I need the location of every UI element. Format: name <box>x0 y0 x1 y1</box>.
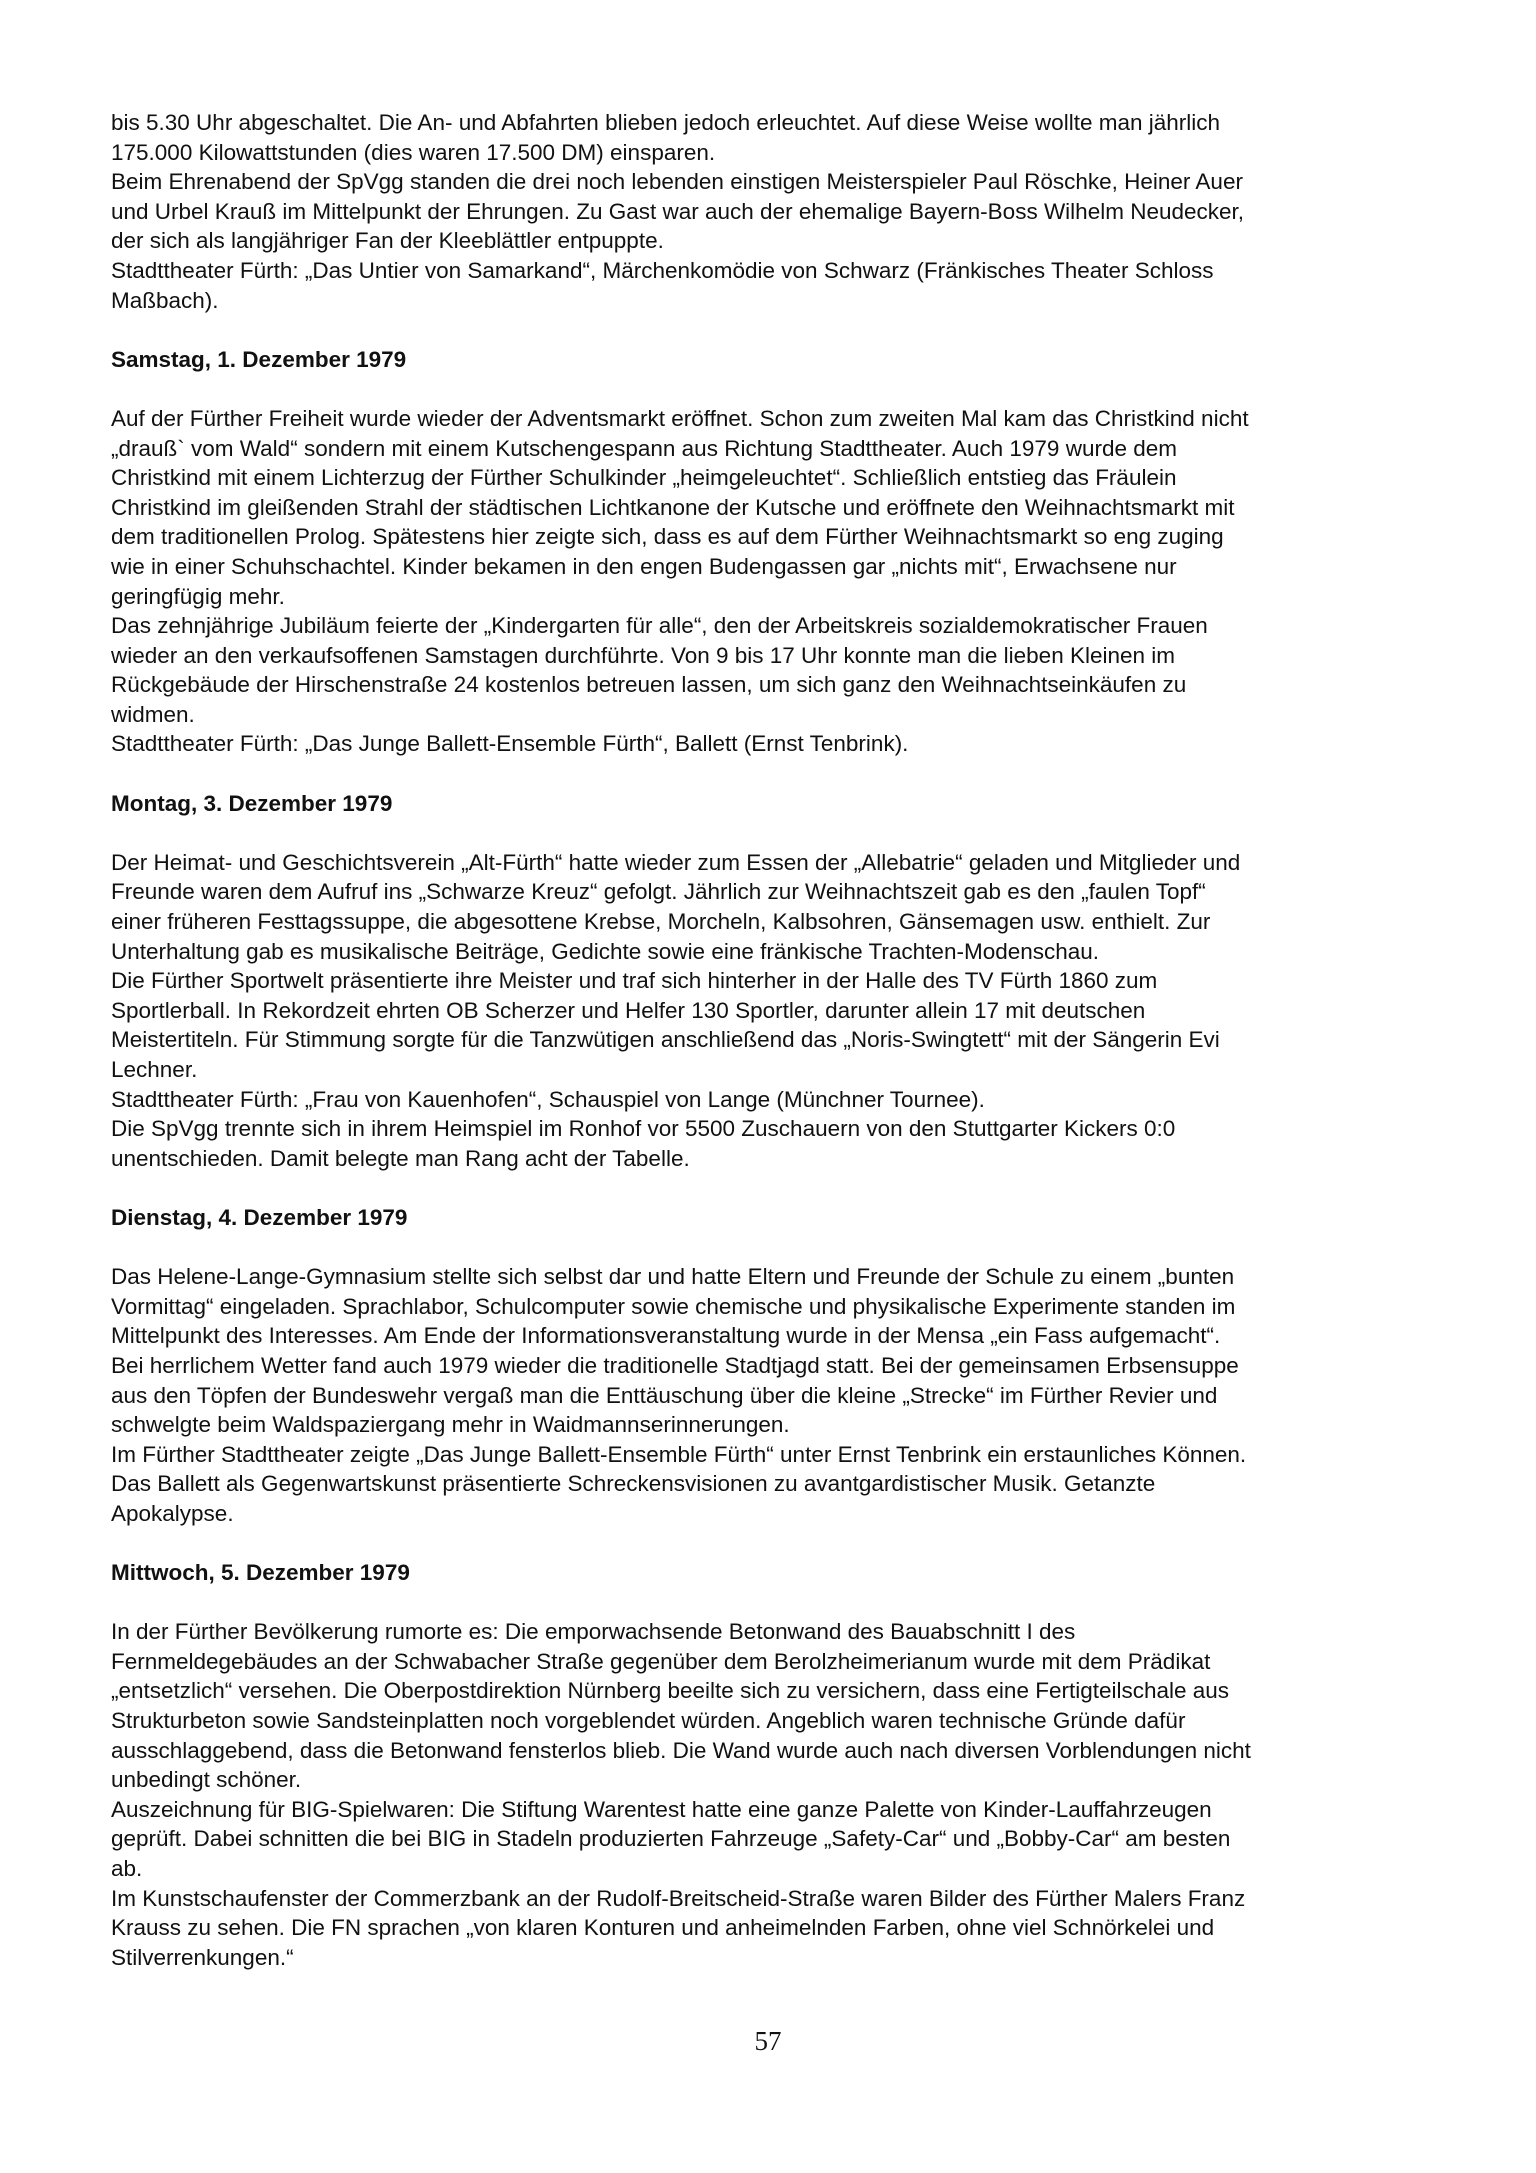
text-line: Mittelpunkt des Interesses. Am Ende der Informationsveranstaltung wurde in der Mensa „ein Fass aufgemacht“. <box>111 1323 1221 1349</box>
text-line: unentschieden. Damit belegte man Rang acht der Tabelle. <box>111 1145 690 1171</box>
text-line: Bei herrlichem Wetter fand auch 1979 wieder die traditionelle Stadtjagd statt. Bei der gemeinsamen Erbsensuppe <box>111 1352 1239 1378</box>
text-line: widmen. <box>111 701 195 727</box>
text-line: Die SpVgg trennte sich in ihrem Heimspiel im Ronhof vor 5500 Zuschauern von den Stuttgarter Kickers 0:0 <box>111 1116 1176 1142</box>
paragraph <box>111 966 1431 1084</box>
paragraph <box>111 1262 1431 1351</box>
paragraph <box>111 1085 1431 1115</box>
text-line: Die Fürther Sportwelt präsentierte ihre Meister und traf sich hinterher in der Halle des TV Fürth 1860 zum <box>111 968 1158 994</box>
sections-container <box>111 345 1431 1973</box>
date-heading: Samstag, 1. Dezember 1979 <box>111 346 407 372</box>
text-line: „entsetzlich“ versehen. Die Oberpostdirektion Nürnberg beeilte sich zu versichern, dass eine Fertigteilschale aus <box>111 1678 1230 1704</box>
paragraph <box>111 1440 1431 1529</box>
text-line: Apokalypse. <box>111 1500 234 1526</box>
text-line: 175.000 Kilowattstunden (dies waren 17.500 DM) einsparen. <box>111 139 716 165</box>
paragraph <box>111 729 1431 759</box>
text-line: Im Kunstschaufenster der Commerzbank an der Rudolf-Breitscheid-Straße waren Bilder des Fürther Malers Franz <box>111 1885 1246 1911</box>
text-line: der sich als langjähriger Fan der Kleeblättler entpuppte. <box>111 228 664 254</box>
text-line: Das Ballett als Gegenwartskunst präsentierte Schreckensvisionen zu avantgardistischer Musik. Getanzte <box>111 1471 1156 1497</box>
text-line: „drauß` vom Wald“ sondern mit einem Kutschengespann aus Richtung Stadttheater. Auch 1979 wurde dem <box>111 435 1178 461</box>
text-line: Im Fürther Stadttheater zeigte „Das Junge Ballett-Ensemble Fürth“ unter Ernst Tenbrink ein erstaunliches Können. <box>111 1441 1247 1467</box>
day-section <box>111 1203 1431 1529</box>
date-heading: Dienstag, 4. Dezember 1979 <box>111 1204 408 1230</box>
text-line: Das Helene-Lange-Gymnasium stellte sich selbst dar und hatte Eltern und Freunde der Schule zu einem „bunten <box>111 1264 1235 1290</box>
text-line: Freunde waren dem Aufruf ins „Schwarze Kreuz“ gefolgt. Jährlich zur Weihnachtszeit gab es den „faulen Topf“ <box>111 879 1206 905</box>
day-section <box>111 789 1431 1174</box>
text-line: bis 5.30 Uhr abgeschaltet. Die An- und Abfahrten blieben jedoch erleuchtet. Auf diese Weise wollte man jährlich <box>111 110 1221 135</box>
paragraph <box>111 848 1431 966</box>
text-line: Der Heimat- und Geschichtsverein „Alt-Fürth“ hatte wieder zum Essen der „Allebatrie“ geladen und Mitglieder und <box>111 849 1241 875</box>
text-line: Maßbach). <box>111 287 219 313</box>
text-line: Krauss zu sehen. Die FN sprachen „von klaren Konturen und anheimelnden Farben, ohne viel Schnörkelei und <box>111 1915 1215 1941</box>
paragraph <box>111 256 1431 315</box>
text-line: Strukturbeton sowie Sandsteinplatten noch vorgeblendet würden. Angeblich waren technische Gründe dafür <box>111 1708 1186 1734</box>
text-line: Auszeichnung für BIG-Spielwaren: Die Stiftung Warentest hatte eine ganze Palette von Kinder-Lauffahrzeugen <box>111 1796 1212 1822</box>
paragraph <box>111 1351 1431 1440</box>
paragraph <box>111 167 1431 256</box>
paragraph <box>111 1795 1431 1884</box>
date-heading: Mittwoch, 5. Dezember 1979 <box>111 1560 410 1586</box>
text-line: Das zehnjährige Jubiläum feierte der „Kindergarten für alle“, den der Arbeitskreis sozialdemokratischer Frauen <box>111 613 1208 639</box>
text-line: Rückgebäude der Hirschenstraße 24 kostenlos betreuen lassen, um sich ganz den Weihnachtseinkäufen zu <box>111 672 1187 698</box>
day-section <box>111 345 1431 759</box>
text-line: Stilverrenkungen.“ <box>111 1944 294 1970</box>
text-line: unbedingt schöner. <box>111 1767 302 1793</box>
text-line: Meistertiteln. Für Stimmung sorgte für die Tanzwütigen anschließend das „Noris-Swingtett“ mit der Sängerin Evi <box>111 1027 1220 1053</box>
text-line: einer früheren Festtagssuppe, die abgesottene Krebse, Morcheln, Kalbsohren, Gänsemagen usw. enthielt. Zur <box>111 909 1211 935</box>
paragraph <box>111 611 1431 729</box>
page-number: 57 <box>754 2026 782 2056</box>
text-line: wie in einer Schuhschachtel. Kinder bekamen in den engen Budengassen gar „nichts mit“, Erwachsene nur <box>111 553 1177 579</box>
paragraph <box>111 1617 1431 1795</box>
text-line: Beim Ehrenabend der SpVgg standen die drei noch lebenden einstigen Meisterspieler Paul Röschke, Heiner Auer <box>111 169 1243 195</box>
text-line: Christkind mit einem Lichterzug der Fürther Schulkinder „heimgeleuchtet“. Schließlich entstieg das Fräulein <box>111 465 1177 491</box>
text-line: Stadttheater Fürth: „Das Junge Ballett-Ensemble Fürth“, Ballett (Ernst Tenbrink). <box>111 731 909 757</box>
text-line: aus den Töpfen der Bundeswehr vergaß man die Enttäuschung über die kleine „Strecke“ im Fürther Revier und <box>111 1382 1218 1408</box>
text-line: dem traditionellen Prolog. Spätestens hier zeigte sich, dass es auf dem Fürther Weihnachtsmarkt so eng zuging <box>111 524 1224 550</box>
text-line: Fernmeldegebäudes an der Schwabacher Straße gegenüber dem Berolzheimerianum wurde mit dem Prädikat <box>111 1648 1211 1674</box>
text-line: Stadttheater Fürth: „Frau von Kauenhofen“, Schauspiel von Lange (Münchner Tournee). <box>111 1086 985 1112</box>
paragraph <box>111 404 1431 611</box>
intro-block <box>111 108 1431 315</box>
paragraph <box>111 1114 1431 1173</box>
text-line: schwelgte beim Waldspaziergang mehr in Waidmannserinnerungen. <box>111 1412 790 1438</box>
text-line: wieder an den verkaufsoffenen Samstagen durchführte. Von 9 bis 17 Uhr konnte man die lieben Kleinen im <box>111 642 1176 668</box>
text-line: Lechner. <box>111 1057 198 1082</box>
text-line: geprüft. Dabei schnitten die bei BIG in Stadeln produzierten Fahrzeuge „Safety-Car“ und „Bobby-Car“ am besten <box>111 1826 1231 1852</box>
text-line: Vormittag“ eingeladen. Sprachlabor, Schulcomputer sowie chemische und physikalische Experimente standen im <box>111 1293 1236 1319</box>
paragraph <box>111 108 1431 167</box>
text-line: Sportlerball. In Rekordzeit ehrten OB Scherzer und Helfer 130 Sportler, darunter allein 17 mit deutschen <box>111 997 1146 1023</box>
paragraph <box>111 1884 1431 1973</box>
text-line: und Urbel Krauß im Mittelpunkt der Ehrungen. Zu Gast war auch der ehemalige Bayern-Boss Wilhelm Neudecker, <box>111 198 1245 224</box>
date-heading: Montag, 3. Dezember 1979 <box>111 790 393 816</box>
text-line: In der Fürther Bevölkerung rumorte es: Die emporwachsende Betonwand des Bauabschnitt I des <box>111 1619 1076 1645</box>
text-line: Unterhaltung gab es musikalische Beiträge, Gedichte sowie eine fränkische Trachten-Modenschau. <box>111 938 1100 964</box>
text-line: Stadttheater Fürth: „Das Untier von Samarkand“, Märchenkomödie von Schwarz (Fränkisches Theater Schloss <box>111 257 1214 283</box>
text-line: ausschlaggebend, dass die Betonwand fensterlos blieb. Die Wand wurde auch nach diversen Vorblendungen nicht <box>111 1737 1251 1763</box>
text-line: Auf der Fürther Freiheit wurde wieder der Adventsmarkt eröffnet. Schon zum zweiten Mal kam das Christkind nicht <box>111 405 1249 431</box>
day-section <box>111 1558 1431 1972</box>
text-line: geringfügig mehr. <box>111 583 285 609</box>
text-line: ab. <box>111 1856 143 1882</box>
document-page <box>111 108 1431 1972</box>
text-line: Christkind im gleißenden Strahl der städtischen Lichtkanone der Kutsche und eröffnete den Weihnachtsmarkt mit <box>111 494 1235 520</box>
